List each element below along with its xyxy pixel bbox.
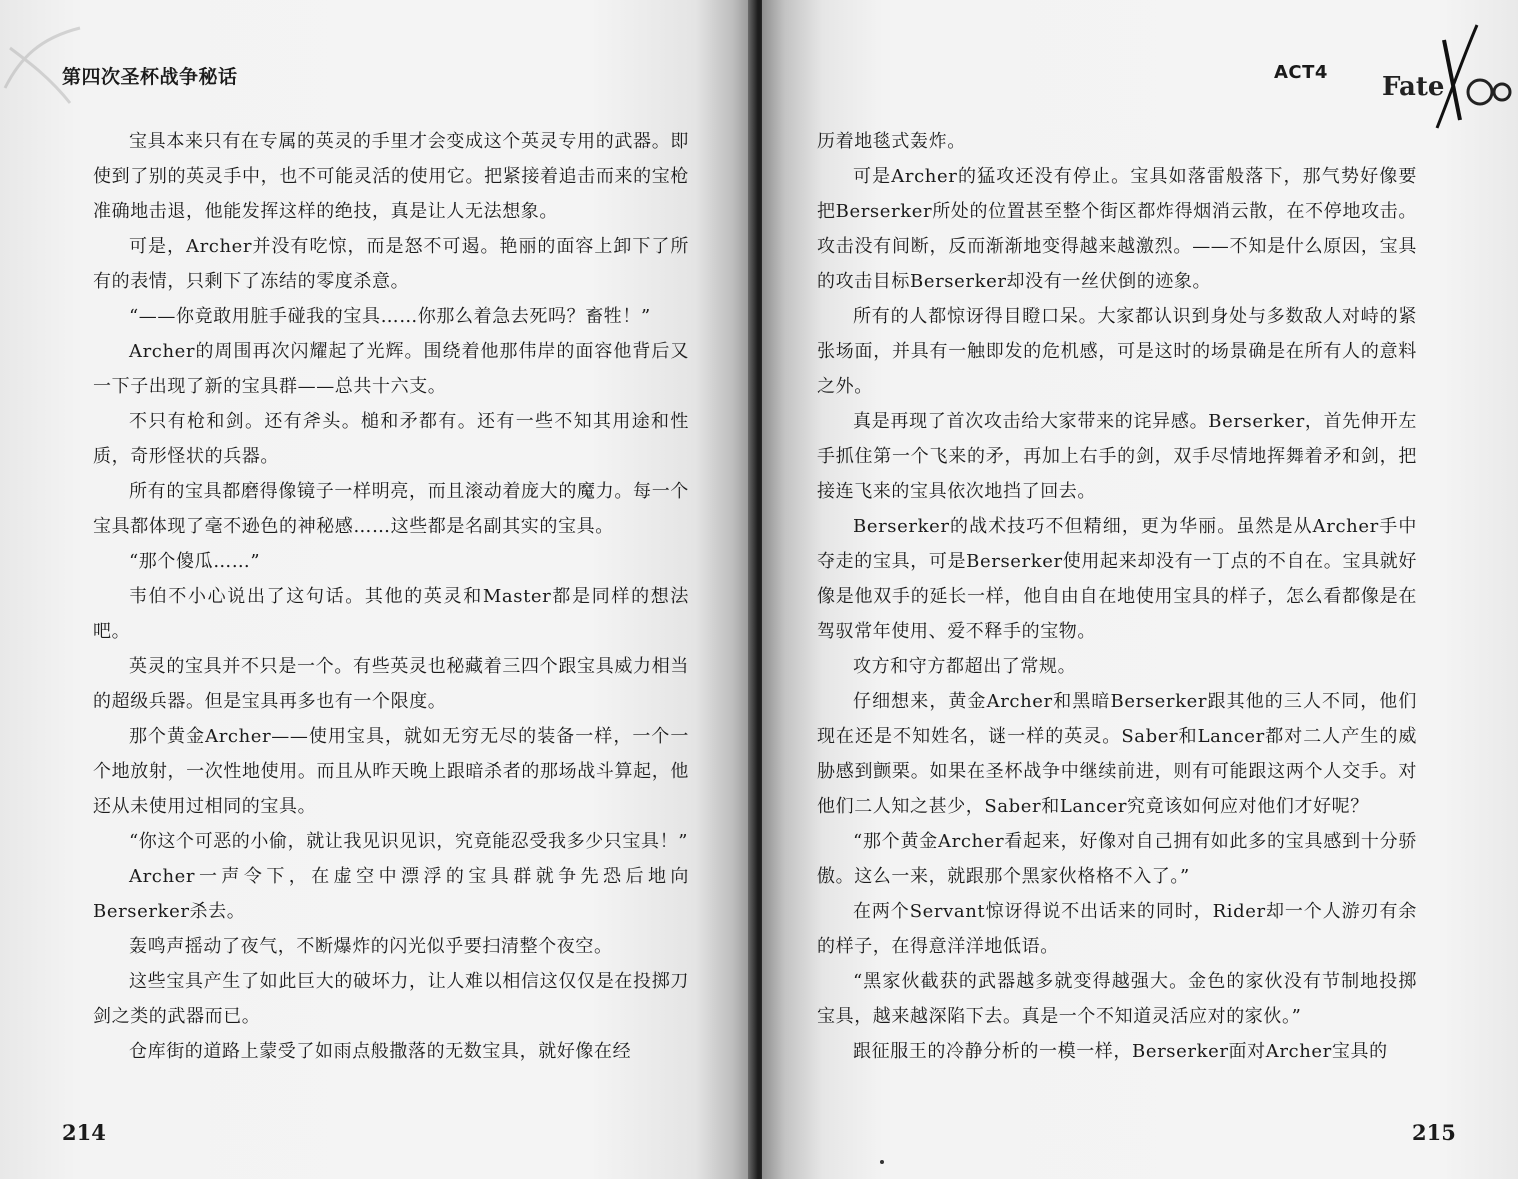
paragraph: 轰鸣声摇动了夜气，不断爆炸的闪光似乎要扫清整个夜空。 [129,936,613,957]
paragraph: “——你竟敢用脏手碰我的宝具……你那么着急去死吗？畜牲！” [129,306,651,327]
paragraph: Berserker的战术技巧不但精细，更为华丽。虽然是从Archer手中夺走的宝具，可是Berserker使用起来却没有一丁点的不自在。宝具就好像是他双手的延长一样，他自由自在地使用宝具的样子，怎么看都像是在驾驭常年使用、爱不释手的宝物。 [817,516,1417,642]
paragraph: 仓库街的道路上蒙受了如雨点般撒落的无数宝具，就好像在经 [129,1041,632,1062]
paragraph: 可是Archer的猛攻还没有停止。宝具如落雷般落下，那气势好像要把Berserker所处的位置甚至整个街区都炸得烟消云散，在不停地攻击。攻击没有间断，反而渐渐地变得越来越激烈。——不知是什么原因，宝具的攻击目标Berserker却没有一丝伏倒的迹象。 [817,166,1417,292]
paragraph: 所有的人都惊讶得目瞪口呆。大家都认识到身处与多数敌人对峙的紧张场面，并具有一触即发的危机感，可是这时的场景确是在所有人的意料之外。 [817,306,1417,397]
paragraph: 仔细想来，黄金Archer和黑暗Berserker跟其他的三人不同，他们现在还是不知姓名，谜一样的英灵。Saber和Lancer都对二人产生的威胁感到颤栗。如果在圣杯战争中继续前进，则有可能跟这两个人交手。对他们二人知之甚少，Saber和Lancer究竟该如何应对他们才好呢？ [817,691,1417,817]
paragraph: 这些宝具产生了如此巨大的破坏力，让人难以相信这仅仅是在投掷刀剑之类的武器而已。 [93,971,689,1027]
page-number: 215 [1412,1120,1456,1145]
paragraph: Archer的周围再次闪耀起了光辉。围绕着他那伟岸的面容他背后又一下子出现了新的宝具群——总共十六支。 [93,341,689,397]
paragraph: 宝具本来只有在专属的英灵的手里才会变成这个英灵专用的武器。即使到了别的英灵手中，也不可能灵活的使用它。把紧接着追击而来的宝枪准确地击退，他能发挥这样的绝技，真是让人无法想象。 [93,131,689,222]
paragraph: 不只有枪和剑。还有斧头。槌和矛都有。还有一些不知其用途和性质，奇形怪状的兵器。 [93,411,689,467]
fate-zero-logo-icon [1382,20,1512,130]
paragraph: “那个傻瓜……” [129,551,261,572]
paragraph: 所有的宝具都磨得像镜子一样明亮，而且滚动着庞大的魔力。每一个宝具都体现了毫不逊色的神秘感……这些都是名副其实的宝具。 [93,481,689,537]
paragraph: 那个黄金Archer——使用宝具，就如无穷无尽的装备一样，一个一个地放射，一次性地使用。而且从昨天晚上跟暗杀者的那场战斗算起，他还从未使用过相同的宝具。 [93,726,689,817]
paragraph: 真是再现了首次攻击给大家带来的诧异感。Berserker，首先伸开左手抓住第一个飞来的矛，再加上右手的剑，双手尽情地挥舞着矛和剑，把接连飞来的宝具依次地挡了回去。 [817,411,1417,502]
paragraph: 可是，Archer并没有吃惊，而是怒不可遏。艳丽的面容上卸下了所有的表情，只剩下了冻结的零度杀意。 [93,236,689,292]
right-page [762,0,1518,1179]
svg-text:Fate: Fate [1382,72,1445,102]
page-number: 214 [62,1120,106,1145]
paragraph: 韦伯不小心说出了这句话。其他的英灵和Master都是同样的想法吧。 [93,586,689,642]
running-head: 第四次圣杯战争秘话 [62,66,238,88]
paragraph: Archer一声令下，在虚空中漂浮的宝具群就争先恐后地向Berserker杀去。 [93,866,689,922]
body-text [817,124,1417,1069]
left-page [0,0,756,1179]
running-head: ACT4 [1274,62,1328,83]
paragraph: 历着地毯式轰炸。 [817,131,966,152]
body-text [93,124,689,1069]
paragraph: 攻方和守方都超出了常规。 [853,656,1077,677]
paragraph: 英灵的宝具并不只是一个。有些英灵也秘藏着三四个跟宝具威力相当的超级兵器。但是宝具再多也有一个限度。 [93,656,689,712]
paragraph: “你这个可恶的小偷，就让我见识见识，究竟能忍受我多少只宝具！” [129,831,689,852]
paragraph: “黑家伙截获的武器越多就变得越强大。金色的家伙没有节制地投掷宝具，越来越深陷下去。真是一个不知道灵活应对的家伙。” [817,971,1417,1027]
paragraph: 在两个Servant惊讶得说不出话来的同时，Rider却一个人游刃有余的样子，在得意洋洋地低语。 [817,901,1417,957]
paragraph: 跟征服王的冷静分析的一模一样，Berserker面对Archer宝具的 [853,1041,1388,1062]
print-speck [880,1160,884,1164]
paragraph: “那个黄金Archer看起来，好像对自己拥有如此多的宝具感到十分骄傲。这么一来，就跟那个黑家伙格格不入了。” [817,831,1417,887]
